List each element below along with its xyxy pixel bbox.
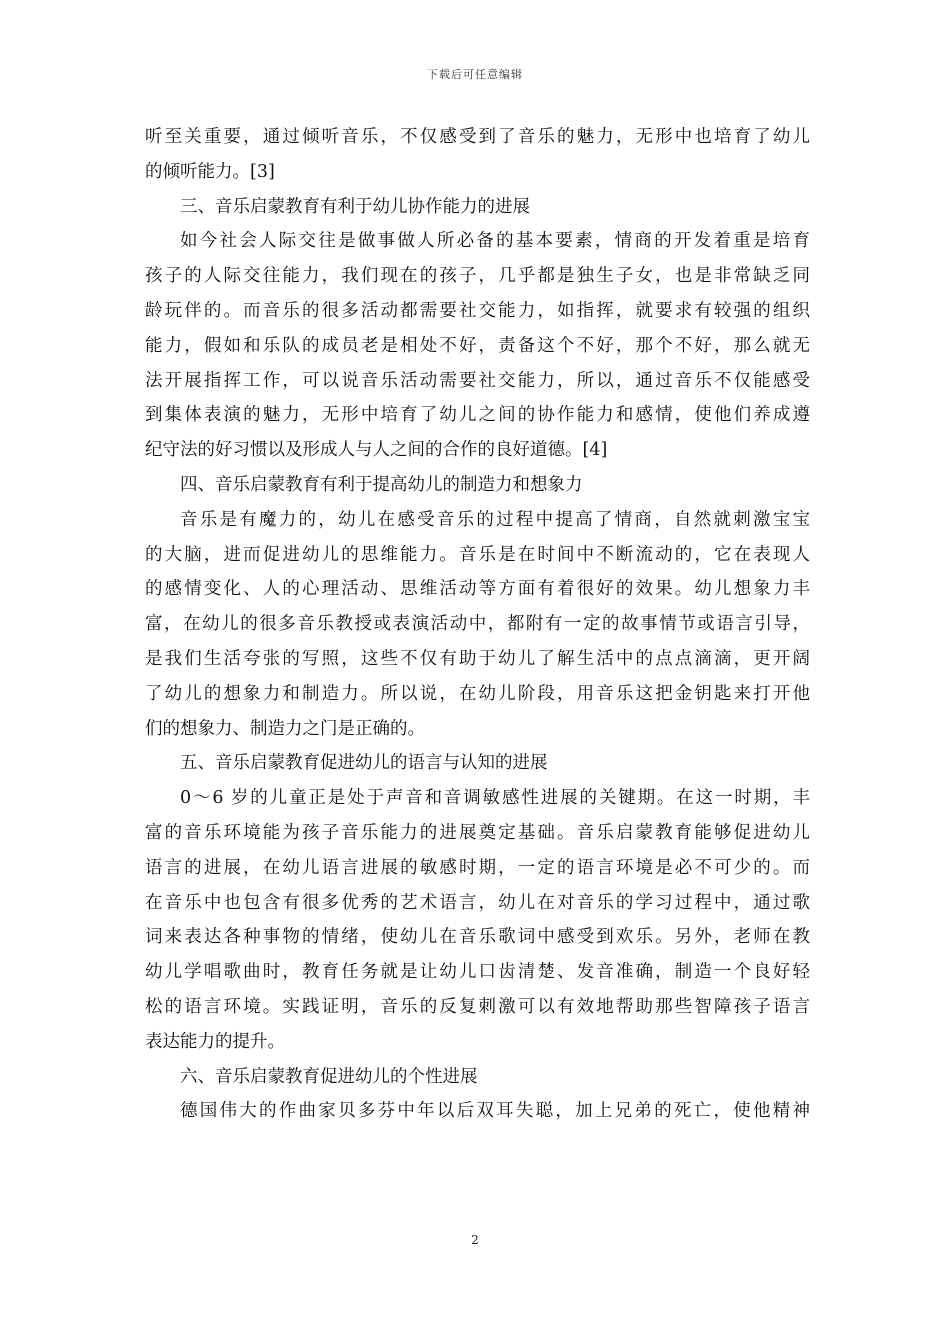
paragraph-line: 了幼儿的想象力和制造力。所以说，在幼儿阶段，用音乐这把金钥匙来打开他 [145,683,810,704]
paragraph-line: 如今社会人际交往是做事做人所必备的基本要素，情商的开发着重是培育 [180,231,810,252]
body-text [145,120,810,1129]
paragraph-line: 的倾听能力。[3] [145,161,275,182]
paragraph-line: 在音乐中也包含有很多优秀的艺术语言，幼儿在对音乐的学习过程中，通过歌 [145,892,810,913]
page-header: 下载后可任意编辑 [427,68,523,81]
section-heading: 四、音乐启蒙教育有利于提高幼儿的制造力和想象力 [180,474,583,495]
paragraph-line: 们的想象力、制造力之门是正确的。 [145,718,425,739]
paragraph-line: 松的语言环境。实践证明，音乐的反复刺激可以有效地帮助那些智障孩子语言 [145,996,810,1017]
paragraph-line: 法开展指挥工作，可以说音乐活动需要社交能力，所以，通过音乐不仅能感受 [145,370,810,391]
section-heading: 六、音乐启蒙教育促进幼儿的个性进展 [180,1066,478,1087]
paragraph-line: 表达能力的提升。 [145,1031,285,1052]
paragraph-line: 的感情变化、人的心理活动、思维活动等方面有着很好的效果。幼儿想象力丰 [145,579,810,600]
paragraph-line: 纪守法的好习惯以及形成人与人之间的合作的良好道德。[4] [145,440,608,461]
paragraph-line: 的大脑，进而促进幼儿的思维能力。音乐是在时间中不断流动的，它在表现人 [145,544,810,565]
section-heading: 五、音乐启蒙教育促进幼儿的语言与认知的进展 [180,753,548,774]
paragraph-line: 能力，假如和乐队的成员老是相处不好，责备这个不好，那个不好，那么就无 [145,335,810,356]
section-heading: 三、音乐启蒙教育有利于幼儿协作能力的进展 [180,196,530,217]
paragraph-line: 德国伟大的作曲家贝多芬中年以后双耳失聪，加上兄弟的死亡，使他精神 [180,1101,810,1122]
paragraph-line: 富的音乐环境能为孩子音乐能力的进展奠定基础。音乐启蒙教育能够促进幼儿 [145,822,810,843]
paragraph-line: 音乐是有魔力的，幼儿在感受音乐的过程中提高了情商，自然就刺激宝宝 [180,509,810,530]
paragraph-line: 0～6 岁的儿童正是处于声音和音调敏感性进展的关键期。在这一时期，丰 [180,788,810,809]
paragraph-line: 幼儿学唱歌曲时，教育任务就是让幼儿口齿清楚、发音准确，制造一个良好轻 [145,962,810,983]
paragraph-line: 语言的进展，在幼儿语言进展的敏感时期，一定的语言环境是必不可少的。而 [145,857,810,878]
paragraph-line: 孩子的人际交往能力，我们现在的孩子，几乎都是独生子女，也是非常缺乏同 [145,266,810,287]
paragraph-line: 是我们生活夸张的写照，这些不仅有助于幼儿了解生活中的点点滴滴，更开阔 [145,648,810,669]
paragraph-line: 词来表达各种事物的情绪，使幼儿在音乐歌词中感受到欢乐。另外，老师在教 [145,927,810,948]
paragraph-line: 到集体表演的魅力，无形中培育了幼儿之间的协作能力和感情，使他们养成遵 [145,405,810,426]
paragraph-line: 富，在幼儿的很多音乐教授或表演活动中，都附有一定的故事情节或语言引导， [145,614,810,635]
paragraph-line: 龄玩伴的。而音乐的很多活动都需要社交能力，如指挥，就要求有较强的组织 [145,300,810,321]
paragraph-line: 听至关重要，通过倾听音乐，不仅感受到了音乐的魅力，无形中也培育了幼儿 [145,127,810,147]
page-number: 2 [471,1233,479,1247]
